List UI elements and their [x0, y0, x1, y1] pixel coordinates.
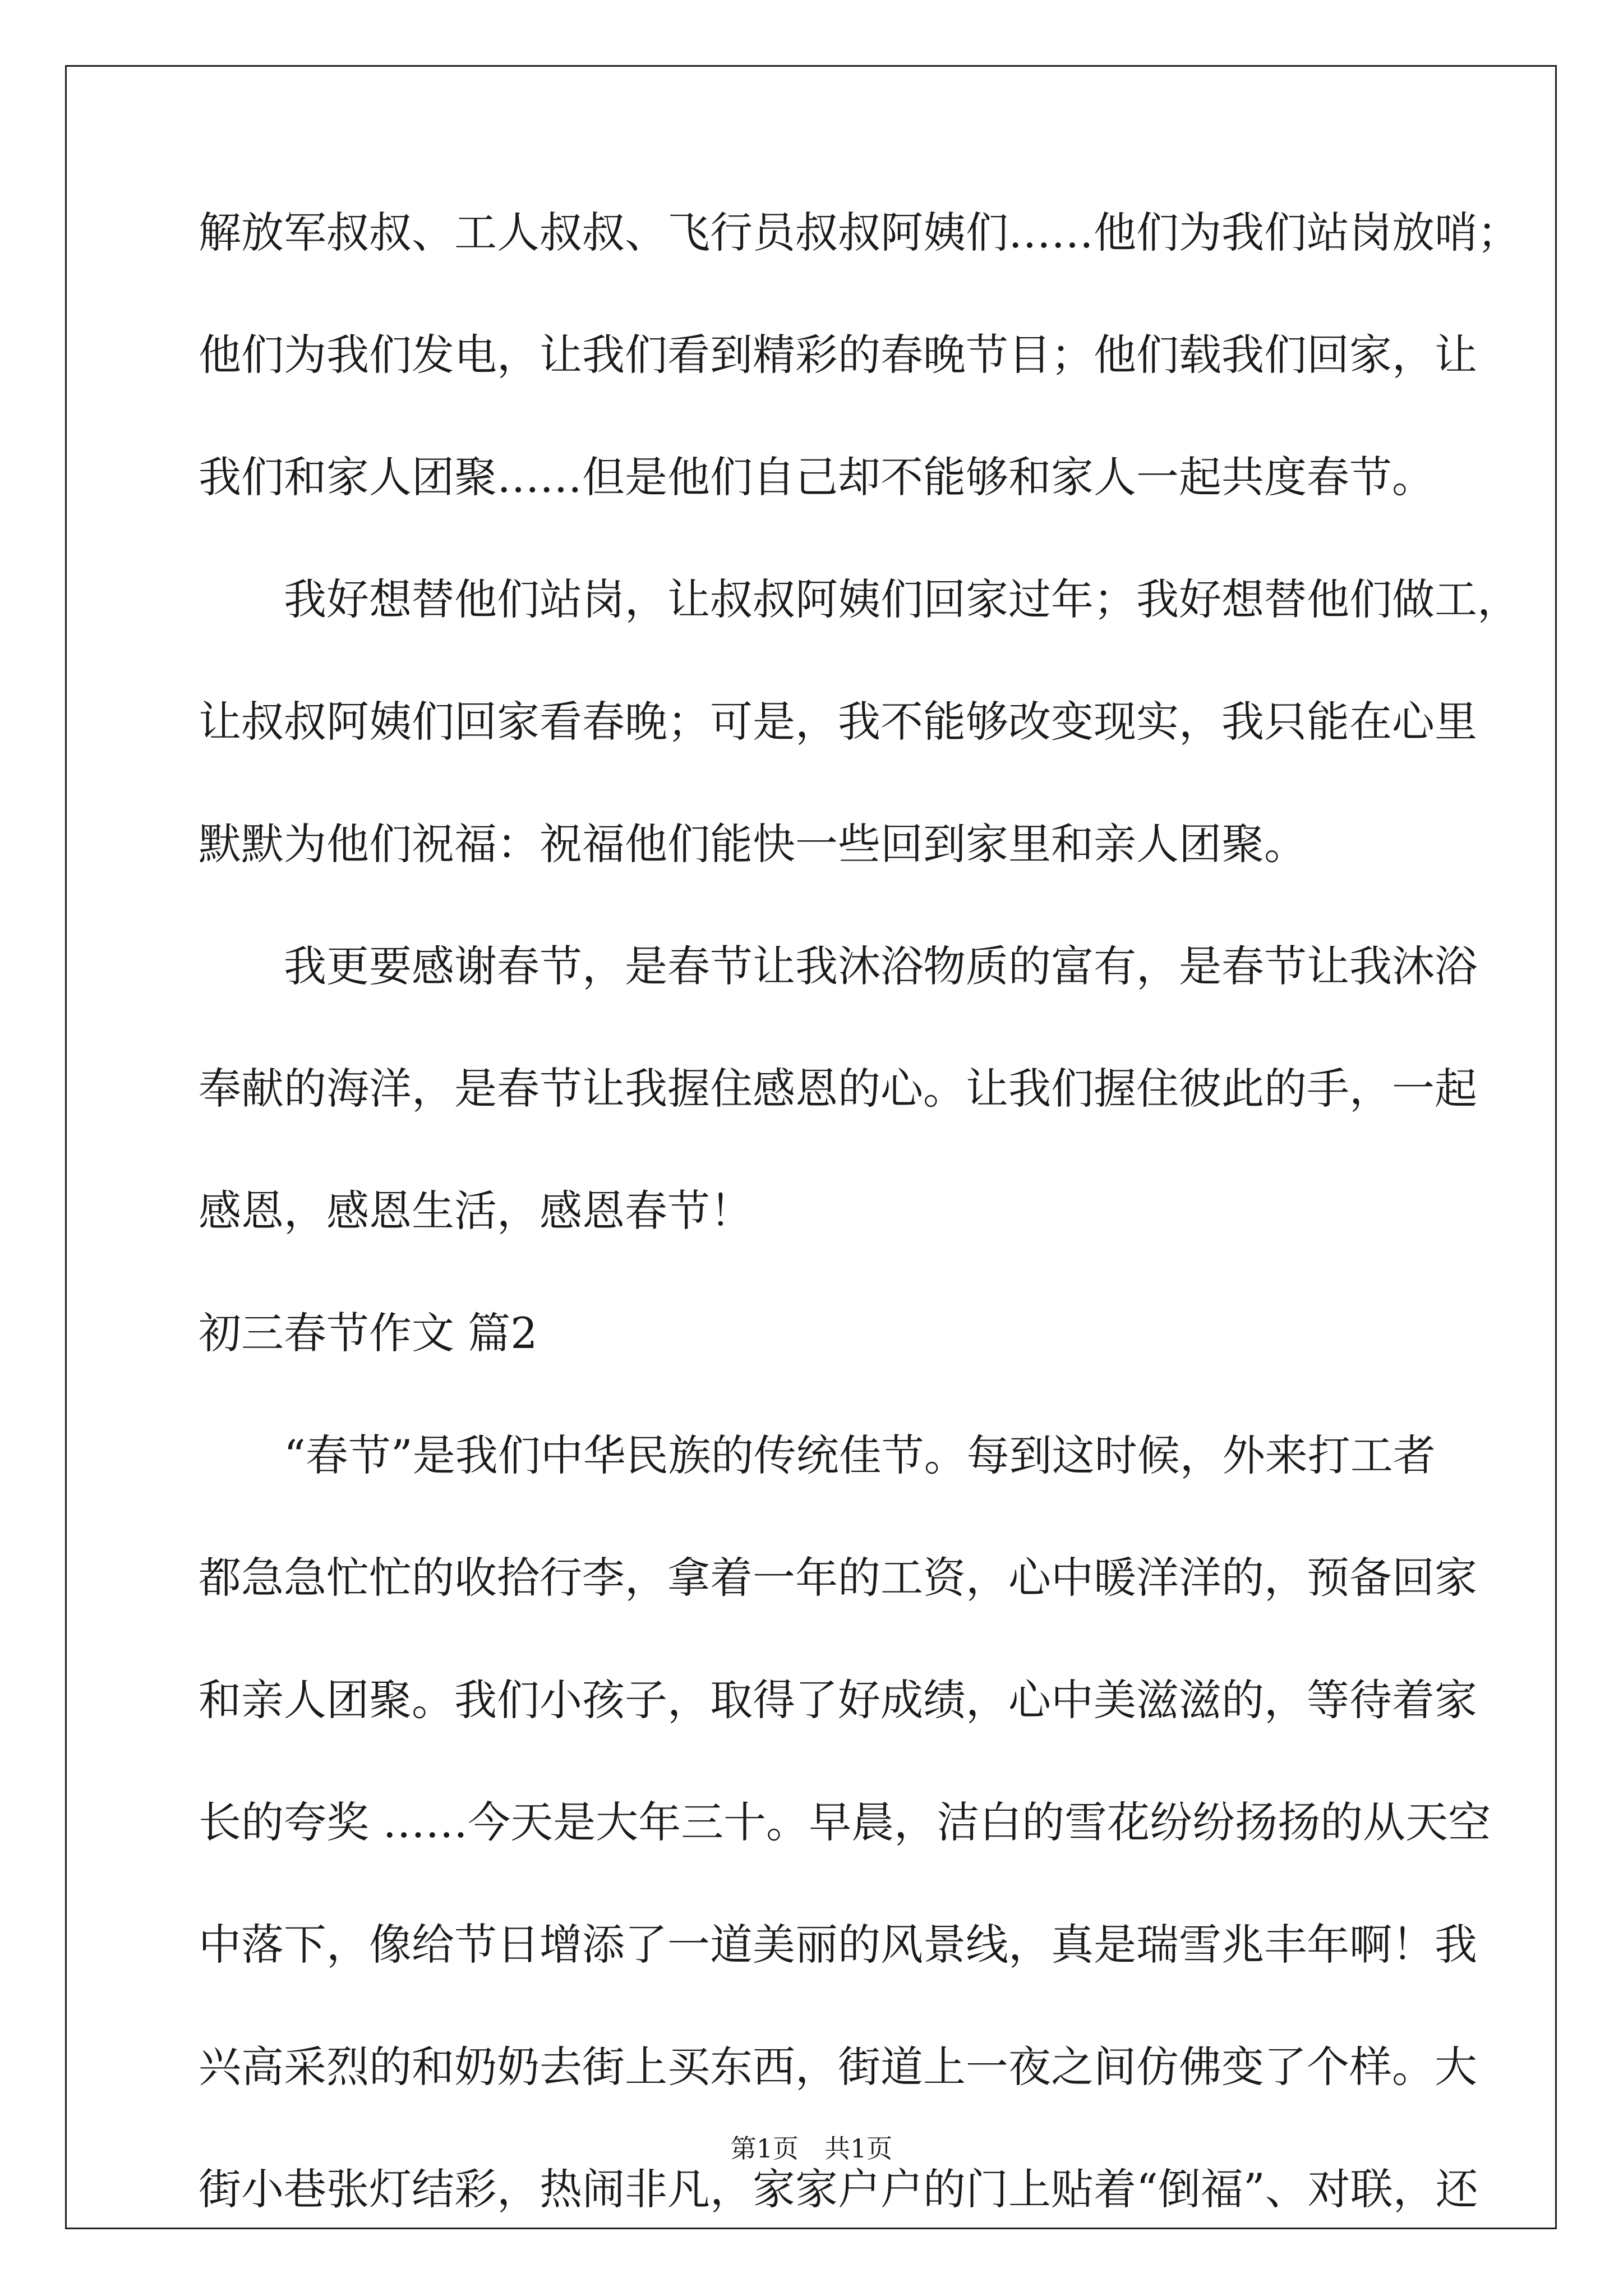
text-line: 我更要感谢春节，是春节让我沐浴物质的富有，是春节让我沐浴	[199, 941, 1477, 991]
text-line: 街小巷张灯结彩，热闹非凡，家家户户的门上贴着“倒福”、对联，还	[199, 2164, 1478, 2214]
text-line: 中落下，像给节日增添了一道美丽的风景线，真是瑞雪兆丰年啊！我	[199, 1920, 1477, 1970]
text-line: 和亲人团聚。我们小孩子，取得了好成绩，心中美滋滋的，等待着家	[199, 1675, 1477, 1725]
page-number: 第1页 共1页	[730, 2133, 893, 2164]
text-line: “春节”是我们中华民族的传统佳节。每到这时候，外来打工者	[199, 1430, 1436, 1480]
document-body	[199, 194, 1520, 2272]
text-line: 感恩，感恩生活，感恩春节！	[199, 1186, 753, 1236]
text-line: 奉献的海洋，是春节让我握住感恩的心。让我们握住彼此的手，一起	[199, 1064, 1477, 1114]
text-line: 我好想替他们站岗，让叔叔阿姨们回家过年；我好想替他们做工，	[199, 574, 1520, 624]
text-line: 解放军叔叔、工人叔叔、飞行员叔叔阿姨们……他们为我们站岗放哨；	[199, 208, 1520, 257]
text-line: 默默为他们祝福：祝福他们能快一些回到家里和亲人团聚。	[199, 819, 1307, 869]
text-line: 我们和家人团聚……但是他们自己却不能够和家人一起共度春节。	[199, 452, 1435, 502]
text-line: 让叔叔阿姨们回家看春晚；可是，我不能够改变现实，我只能在心里	[199, 697, 1477, 747]
text-line: 都急急忙忙的收拾行李，拿着一年的工资，心中暖洋洋的，预备回家	[199, 1553, 1477, 1603]
text-line: 兴高采烈的和奶奶去街上买东西，街道上一夜之间仿佛变了个样。大	[199, 2042, 1477, 2092]
text-line: 他们为我们发电，让我们看到精彩的春晚节目；他们载我们回家，让	[199, 330, 1477, 380]
section-heading: 初三春节作文 篇2	[199, 1308, 538, 1358]
text-line: 长的夸奖 ……今天是大年三十。早晨，洁白的雪花纷纷扬扬的从天空	[199, 1797, 1491, 1847]
